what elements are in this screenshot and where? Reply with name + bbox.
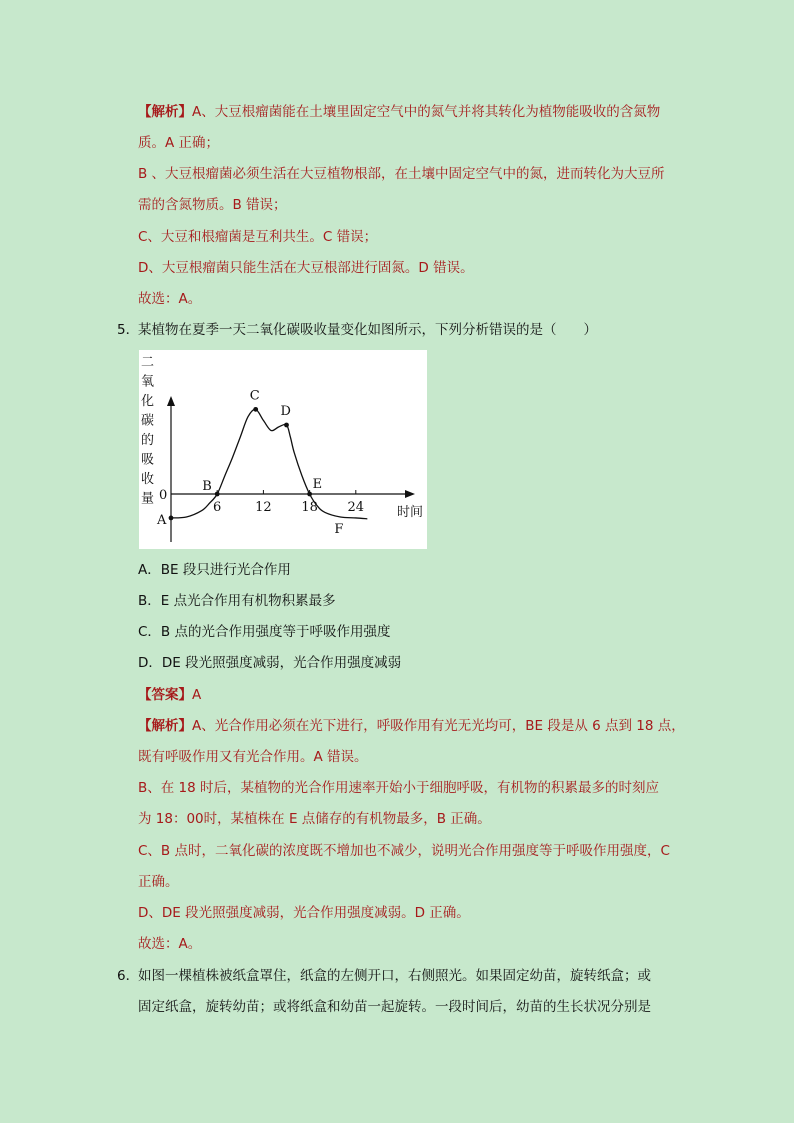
analysis-line: B、在 18 时后，某植物的光合作用速率开始小于细胞呼吸，有机物的积累最多的时刻应 [138,780,660,796]
x-tick-label: 18 [301,500,318,515]
y-label-char: 的 [141,433,155,448]
point-label-d: D [280,404,291,419]
analysis-line [138,717,685,735]
analysis-line: D、DE 段光照强度减弱，光合作用强度减弱。D 正确。 [138,905,470,921]
y-label-char: 碳 [141,413,155,429]
analysis-line: 既有呼吸作用又有光合作用。A 错误。 [138,749,368,765]
analysis-line: 故选：A。 [138,936,202,952]
y-label-char: 量 [141,491,155,507]
analysis-line: C、B 点时，二氧化碳的浓度既不增加也不减少，说明光合作用强度等于呼吸作用强度，C [138,843,670,859]
analysis-line: 为 18：00时，某植株在 E 点储存的有机物最多，B 正确。 [138,811,491,827]
analysis-text: A、大豆根瘤菌能在土壤里固定空气中的氮气并将其转化为植物能吸收的含氮物 [192,104,661,120]
analysis-line: 故选：A。 [138,291,202,307]
option-a: A．BE 段只进行光合作用 [138,562,291,578]
point-label-a: A [157,512,167,528]
answer-tag: 【答案】 [138,687,192,703]
y-axis-label [141,355,154,507]
analysis-tag: 【解析】 [138,718,192,734]
analysis-line [138,103,660,121]
question-stem: 固定纸盒，旋转幼苗；或将纸盒和幼苗一起旋转。一段时间后，幼苗的生长状况分别是 [138,999,651,1015]
question-number: 5． [117,322,140,338]
x-axis-label: 时间 [397,505,424,520]
analysis-line: D、大豆根瘤菌只能生活在大豆根部进行固氮。D 错误。 [138,260,474,276]
point-marker-c [253,407,258,412]
analysis-line: 正确。 [138,874,179,890]
point-marker-b [215,492,220,497]
option-d: D．DE 段光照强度减弱，光合作用强度减弱 [138,655,402,671]
point-label-f: F [334,522,344,537]
analysis-line: B 、大豆根瘤菌必须生活在大豆植物根部，在土壤中固定空气中的氮，进而转化为大豆所 [138,166,665,182]
option-b: B．E 点光合作用有机物积累最多 [138,593,336,609]
analysis-line: 质。A 正确； [138,135,220,151]
y-label-char: 吸 [141,452,155,468]
point-label-c: C [249,388,260,404]
answer-value: A [192,687,202,703]
analysis-line: 需的含氮物质。B 错误； [138,197,287,213]
point-marker-d [284,423,289,428]
analysis-tag: 【解析】 [138,104,192,120]
chart-svg [139,350,427,549]
y-label-char: 收 [141,472,155,487]
analysis-text: A、光合作用必须在光下进行，呼吸作用有光无光均可，BE 段是从 6 点到 18 点， [192,718,685,734]
x-tick-label: 12 [255,500,272,515]
question-number: 6． [117,968,140,984]
question-stem: 如图一棵植株被纸盒罩住，纸盒的左侧开口，右侧照光。如果固定幼苗，旋转纸盒；或 [138,968,651,984]
y-axis-arrow-icon [167,396,175,406]
y-label-char: 氧 [141,374,155,390]
y-zero-label: 0 [159,488,168,503]
answer-line [138,686,201,704]
y-label-char: 化 [141,394,155,409]
point-label-b: B [202,479,212,494]
x-tick-label: 24 [347,500,365,515]
option-c: C．B 点的光合作用强度等于呼吸作用强度 [138,624,391,640]
analysis-line: C、大豆和根瘤菌是互利共生。C 错误； [138,229,378,245]
y-label-char: 二 [141,355,155,370]
point-marker-e [307,492,312,497]
question-stem: 某植物在夏季一天二氧化碳吸收量变化如图所示，下列分析错误的是（ ） [138,322,597,338]
point-label-e: E [312,477,323,492]
co2-absorption-chart [139,350,427,549]
x-axis-arrow-icon [405,490,415,498]
x-tick-label: 6 [213,500,222,515]
point-marker-a [169,516,174,521]
